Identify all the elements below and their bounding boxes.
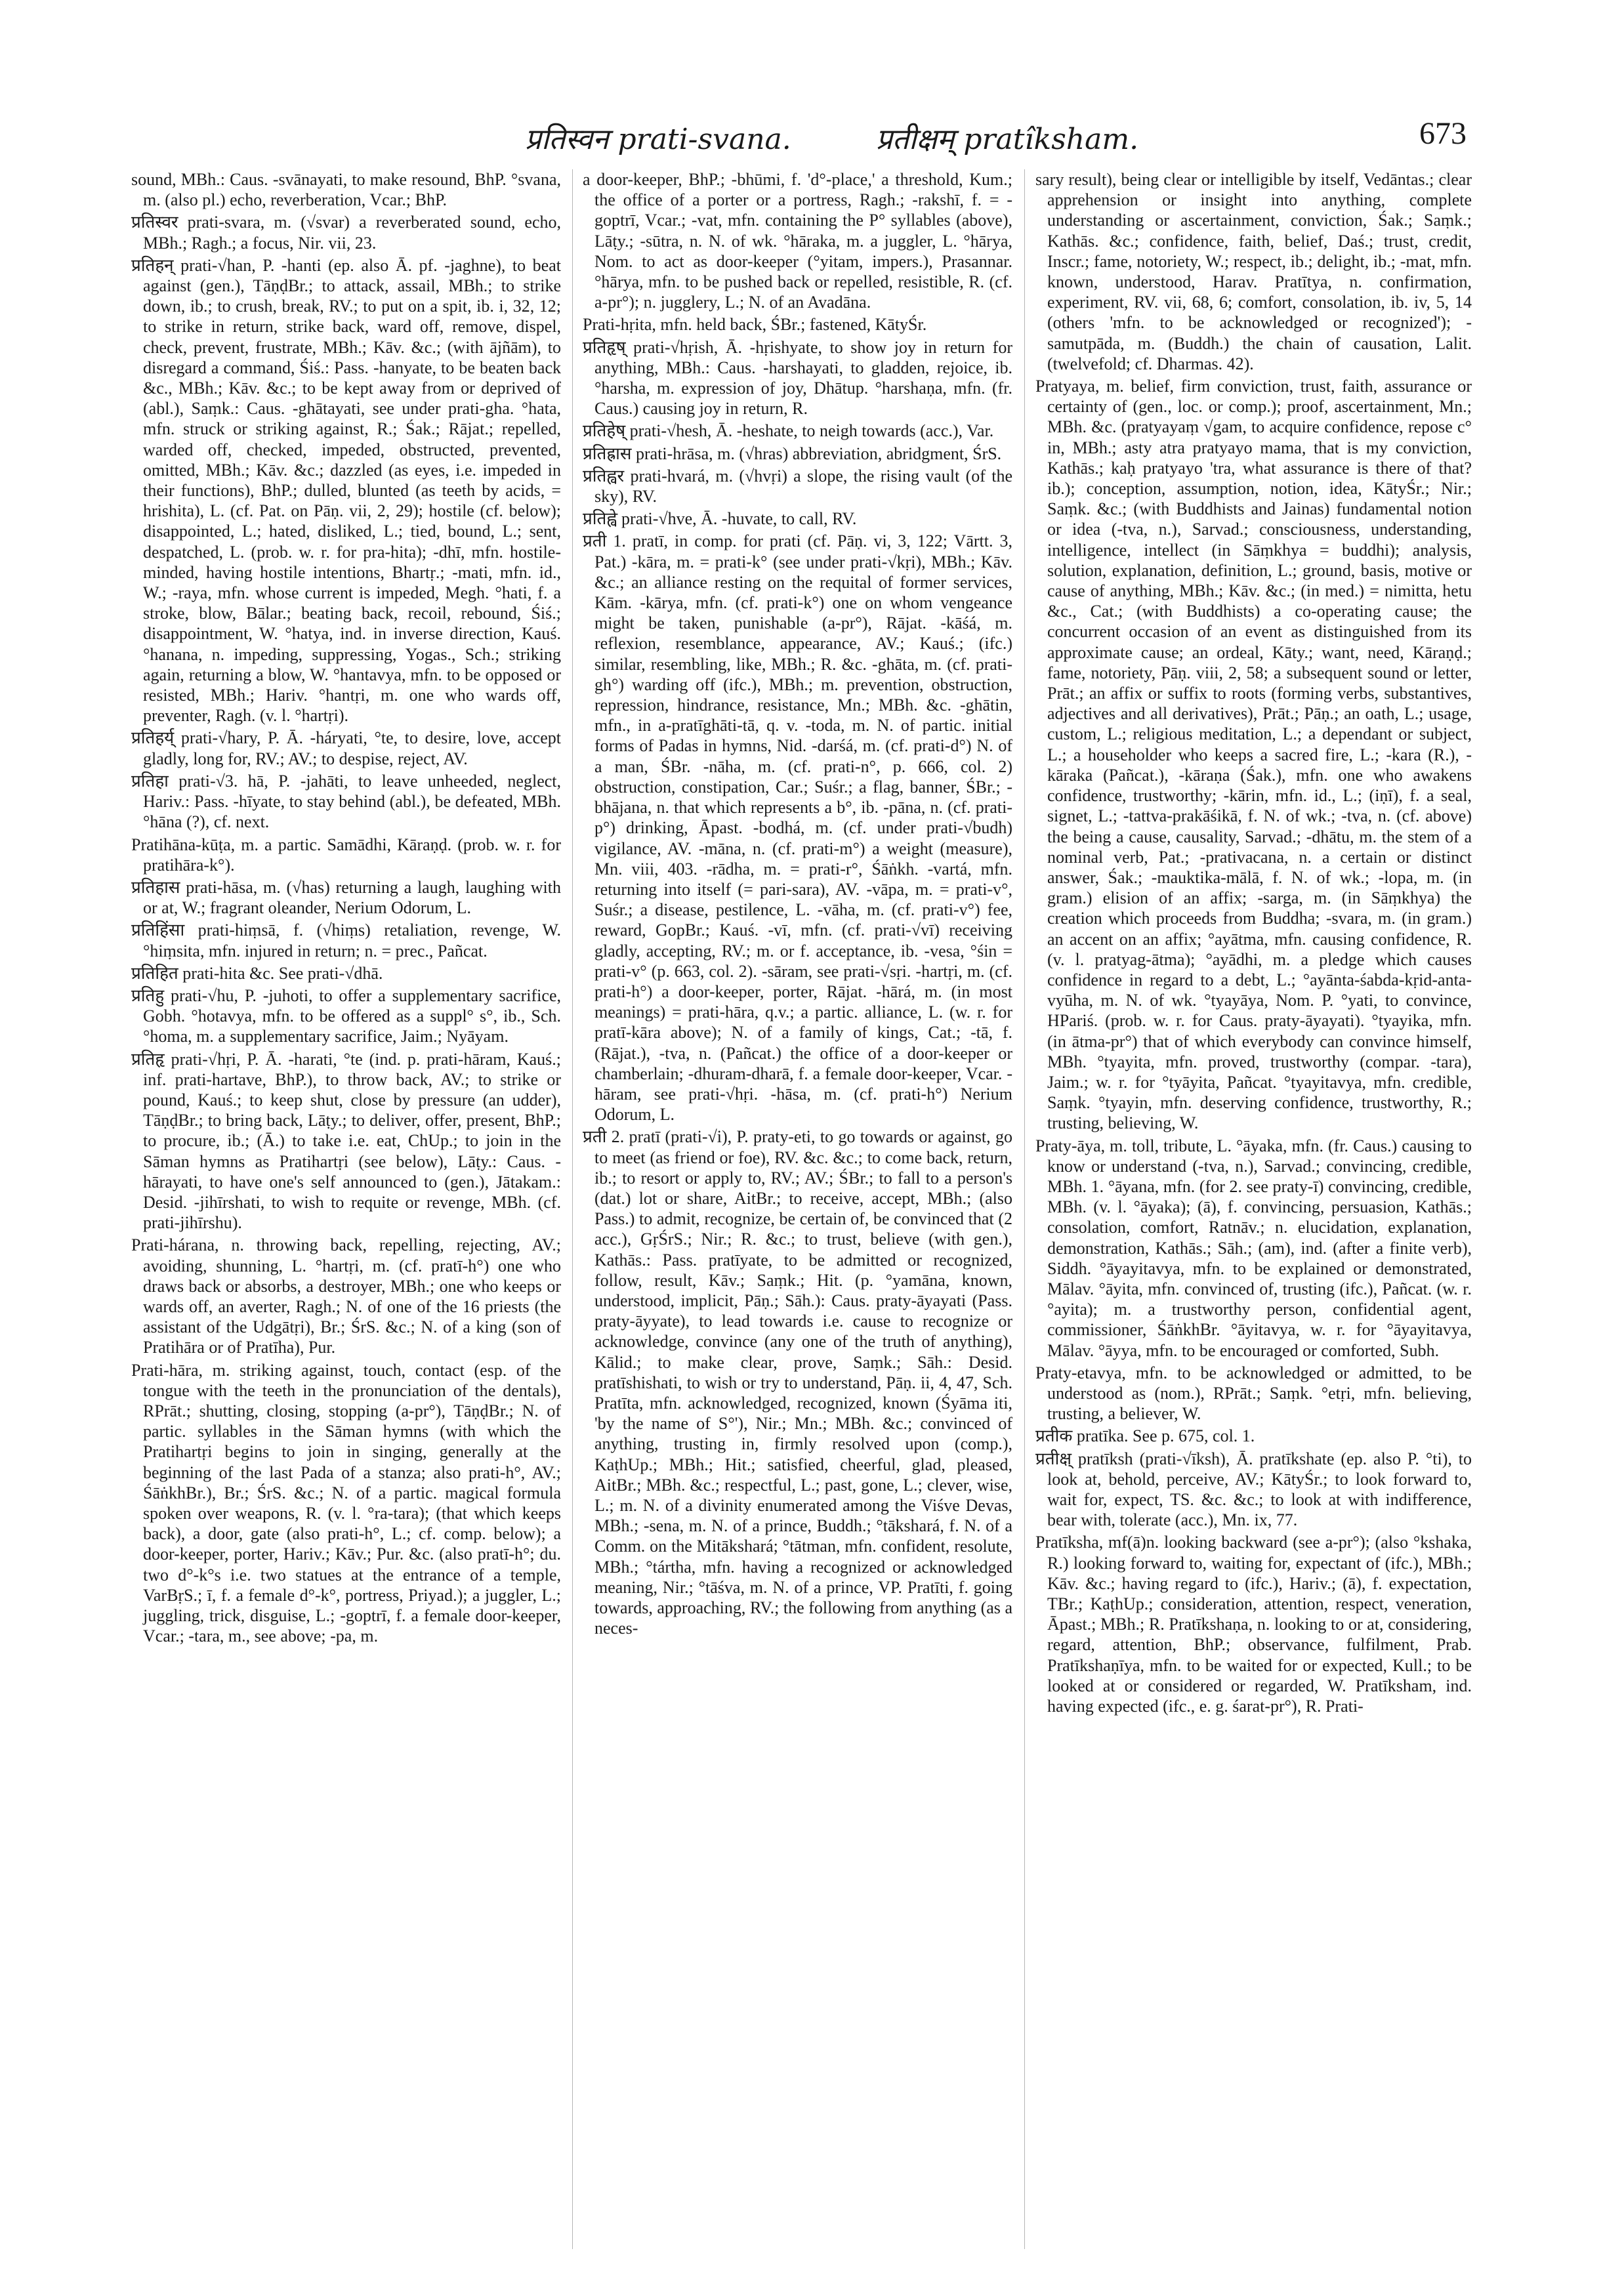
running-head-center: प्रतीक्षम् pratîksham. bbox=[876, 123, 1139, 156]
dictionary-entry: Praty-etavya, mfn. to be acknowledged or admitted, to be understood as (nom.), RPrāt.; Saṃk. °etṛi, mfn. believing, trusting, a believer, W. bbox=[1035, 1363, 1472, 1424]
column-3 bbox=[1035, 169, 1472, 2259]
dictionary-entry: प्रतिह्वे prati-√hve, Ā. -huvate, to call, RV. bbox=[583, 509, 857, 529]
running-head-left: प्रतिस्वन prati-svana. bbox=[525, 123, 791, 156]
dictionary-entry: प्रतिहर्य् prati-√hary, P. Ā. -háryati, °te, to desire, love, accept gladly, long for, RV.; AV.; to despise, reject, AV. bbox=[131, 728, 561, 768]
dictionary-entry: प्रतिहृ prati-√hṛi, P. Ā. -harati, °te (ind. p. prati-hāram, Kauś.; inf. prati-hartave, BhP.), to throw back, AV.; to strike or pound, Kauś.; to keep shut, close by pressure (an udder), TāṇḍBr.; to bring back, Lāṭy.; to deliver, offer, present, BhP.; to procure, ib.; (Ā.) to take i.e. eat, ChUp.; to join in the Sāman hymns as Pratihartṛi (see below), Lāṭy.: Caus. -hārayati, to have one's self announced to (gen.), Jātakam.: Desid. -jihīrshati, to wish to requite or revenge, MBh. (cf. prati-jihīrshu). bbox=[131, 1049, 561, 1233]
dictionary-entry: Pratyaya, m. belief, firm conviction, trust, faith, assurance or certainty of (gen., loc. or comp.); proof, ascertainment, Mn.; MBh. &c. (pratyayaṃ √gam, to acquire confidence, repose c° in, MBh.; asty atra pratyayo mama, that is my conviction, Kathās.; kaḥ pratyayo 'tra, what assurance is there of that? ib.); conception, assumption, notion, idea, KātyŚr.; Nir.; Saṃk. &c.; (with Buddhists and Jainas) fundamental notion or idea (-tva, n.), Sarvad.; consciousness, understanding, intelligence, intellect (in Sāṃkhya = buddhi); analysis, solution, explanation, definition, L.; ground, basis, motive or cause of anything, MBh.; Kāv. &c.; (in med.) = nimitta, hetu &c., Cat.; (with Buddhists) a co-operating cause; the concurrent occasion of an event as distinguished from its approximate cause; an ordeal, Kāty.; want, need, Kāraṇḍ.; fame, notoriety, Pāṇ. viii, 2, 58; a subsequent sound or letter, Prāt.; an affix or suffix to roots (forming verbs, substantives, adjectives and all derivatives), Prāt.; Pāṇ.; an oath, L.; usage, custom, L.; religious meditation, L.; a dependant or subject, L.; a householder who keeps a sacred fire, L.; -kara (R.), -kāraka (Pañcat.), -kāraṇa (Śak.), mfn. one who awakens confidence, trustworthy; -kārin, mfn. id., L.; (iṇī), f. a seal, signet, L.; -tattva-prakāśikā, f. N. of wk.; -tva, n. (cf. above) the being a cause, causality, Sarvad.; -dhātu, m. the stem of a nominal verb, Pat.; -prativacana, n. a certain or distinct answer, Śak.; -mauktika-mālā, f. N. of wk.; -lopa, m. (in gram.) elision of an affix; -sarga, m. (in Sāṃkhya) the creation which proceeds from Buddha; -svara, m. (in gram.) an accent on an affix; °ayātma, mfn. causing confidence, R. (v. l. pratyag-ātma); °ayādhi, m. a pledge which causes confidence in regard to a debt, L.; °ayānta-śabda-kṛid-anta-vyūha, m. N. of wk. °tyayāya, Nom. P. °yati, to convince, HPariś. (prob. w. r. for Caus. praty-āyayati). °tyayika, mfn. (in ātma-pr°) that of which everybody can convince himself, MBh. °tyayita, mfn. proved, trustworthy (compar. -tara), Jaim.; w. r. for °tyāyita, Pañcat. °tyayitavya, mfn. credible, Saṃk. °tyayin, mfn. deserving confidence, trustworthy, R.; trusting, believing, W. bbox=[1035, 377, 1472, 1133]
dictionary-entry: प्रतिह्वर prati-hvará, m. (√hvṛi) a slope, the rising vault (of the sky), RV. bbox=[583, 466, 1012, 507]
dictionary-entry: Pratīksha, mf(ā)n. looking backward (see a-pr°); (also °kshaka, R.) looking forward to, waiting for, expectant of (ifc.), MBh.; Kāv. &c.; having regard to (ifc.), Hariv.; (ā), f. expectation, TBr.; KaṭhUp.; consideration, attention, respect, veneration, Āpast.; MBh.; R. Pratīkshaṇa, n. looking to or at, considering, regard, attention, BhP.; observance, fulfilment, Prab. Pratīkshaṇīya, mfn. to be waited for or expected, Kull.; to be looked at or considered or regarded, W. Pratīksham, ind. having expected (ifc., e. g. śarat-pr°), R. Prati- bbox=[1035, 1533, 1472, 1716]
dictionary-entry: Pratihāna-kūṭa, m. a partic. Samādhi, Kāraṇḍ. (prob. w. r. for pratihāra-k°). bbox=[131, 835, 561, 875]
dictionary-entry: प्रतिस्वर prati-svara, m. (√svar) a reverberated sound, echo, MBh.; Ragh.; a focus, Nir. vii, 23. bbox=[131, 213, 561, 253]
column-1 bbox=[131, 169, 561, 2259]
dictionary-entry: a door-keeper, BhP.; -bhūmi, f. 'd°-place,' a threshold, Kum.; the office of a porter or a portress, Ragh.; -rakshī, f. = -goptrī, Vcar.; -vat, mfn. containing the P° syllables (above), Lāṭy.; -sūtra, n. N. of wk. °hāraka, m. a juggler, L. °hārya, Nom. to act as door-keeper (°yitam, impers.), Prasannar. °hārya, mfn. to be pushed back or repelled, resistible, R. (cf. a-pr°); n. jugglery, L.; N. of an Avadāna. bbox=[583, 170, 1012, 312]
dictionary-entry: प्रतिह्रास prati-hrāsa, m. (√hras) abbreviation, abridgment, ŚrS. bbox=[583, 444, 1002, 463]
column-divider bbox=[572, 169, 573, 2249]
dictionary-entry: प्रतिहृष् prati-√hṛish, Ā. -hṛishyate, to show joy in return for anything, MBh.: Caus. -harshayati, to gladden, rejoice, ib. °harsha, m. expression of joy, Dhātup. °harshaṇa, mfn. (fr. Caus.) causing joy in return, R. bbox=[583, 337, 1012, 419]
dictionary-entry: sary result), being clear or intelligible by itself, Vedāntas.; clear apprehension or insight into anything, complete understanding or ascertainment, conviction, Śak.; Saṃk.; Kathās. &c.; confidence, faith, belief, Daś.; trust, credit, Inscr.; fame, notoriety, W.; respect, ib.; delight, ib.; -mat, mfn. known, understood, Harav. Pratītya, n. confirmation, experiment, RV. vii, 68, 6; comfort, consolation, ib. iv, 5, 14 (others 'mfn. to be acknowledged or recognized'); -samutpāda, m. (Buddh.) the chain of causation, Lalit. (twelvefold; cf. Dharmas. 42). bbox=[1035, 170, 1472, 373]
dictionary-entry: प्रतिहित prati-hita &c. See prati-√dhā. bbox=[131, 963, 383, 983]
dictionary-entry: प्रतिहेष् prati-√hesh, Ā. -heshate, to neigh towards (acc.), Var. bbox=[583, 421, 994, 441]
dictionary-entry: प्रतिहन् prati-√han, P. -hanti (ep. also Ā. pf. -jaghne), to beat against (gen.), TāṇḍBr.; to attack, assail, MBh.; to strike down, ib.; to crush, break, RV.; to put on a spit, ib. i, 32, 12; to strike in return, strike back, ward off, remove, dispel, check, prevent, frustrate, MBh.; Kāv. &c.; (with ājñām), to disregard a command, Śiś.: Pass. -hanyate, to be beaten back &c., MBh.; Kāv. &c.; to be kept away from or deprived of (abl.), Saṃk.: Caus. -ghātayati, see under prati-gha. °hata, mfn. struck or striking against, R.; Śak.; Rājat.; repelled, warded off, checked, impeded, obstructed, prevented, omitted, MBh.; Kāv. &c.; dazzled (as eyes, i.e. impeded in their functions), BhP.; dulled, blunted (as teeth by acids, = hrishita), L. (cf. Pat. on Pāṇ. vii, 2, 29); hostile (cf. below); disappointed, L.; hated, disliked, L.; tied, bound, L.; sent, despatched, L. (prob. w. r. for pra-hita); -dhī, mfn. hostile-minded, having hostile intentions, Bhartṛ.; -mati, mfn. id., W.; -raya, mfn. whose current is impeded, Megh. °hati, f. a stroke, blow, Bālar.; beating back, recoil, rebound, Śiś.; disappointment, W. °hatya, ind. in inverse direction, Kauś. °hanana, n. impeding, suppressing, Yogas., Sch.; striking again, returning a blow, W. °hantavya, mfn. to be opposed or resisted, MBh.; Hariv. °hantṛi, m. one who wards off, preventer, Ragh. (v. l. °hartṛi). bbox=[131, 255, 561, 726]
dictionary-entry: sound, MBh.: Caus. -svānayati, to make resound, BhP. °svana, m. (also pl.) echo, reverberation, Vcar.; BhP. bbox=[131, 170, 561, 210]
dictionary-entry: प्रतीक pratīka. See p. 675, col. 1. bbox=[1035, 1426, 1255, 1446]
dictionary-entry: Prati-hṛita, mfn. held back, ŚBr.; fastened, KātyŚr. bbox=[583, 315, 927, 335]
page-number: 673 bbox=[1419, 116, 1467, 151]
dictionary-entry: प्रतिहा prati-√3. hā, P. -jahāti, to leave unheeded, neglect, Hariv.: Pass. -hīyate, to stay behind (abl.), be defeated, MBh. °hāna (?), cf. next. bbox=[131, 771, 561, 832]
dictionary-entry: प्रतिहु prati-√hu, P. -juhoti, to offer a supplementary sacrifice, Gobh. °hotavya, mfn. to be offered as a suppl° s°, ib., Sch. °homa, m. a supplementary sacrifice, Jaim.; Nyāyam. bbox=[131, 985, 561, 1046]
dictionary-entry: Prati-hāra, m. striking against, touch, contact (esp. of the tongue with the teeth in the pronunciation of the dentals), RPrāt.; shutting, closing, stopping (a-pr°), TāṇḍBr.; N. of partic. syllables in the Sāman hymns (with which the Pratihartṛi begins to join in singing, generally at the beginning of the last Pada of a stanza; also prati-h°, AV.; ŚāṅkhBr.), Br.; ŚrS. &c.; N. of a partic. magical formula spoken over weapons, R. (v. l. °ra-tara); (that which keeps back), a door, gate (also prati-h°, L.; cf. comp. below); a door-keeper, porter, Hariv.; Kāv.; Pur. &c. (also pratī-h°; du. two d°-k°s i.e. two statues at the entrance of a temple, VarBṛS.; ī, f. a female d°-k°, portress, Priyad.); a juggler, L.; juggling, trick, disguise, L.; -goptrī, f. a female door-keeper, Vcar.; -tara, m., see above; -pa, m. bbox=[131, 1360, 561, 1646]
column-2 bbox=[583, 169, 1012, 2259]
column-divider bbox=[1024, 169, 1025, 2249]
dictionary-entry: Prati-hárana, n. throwing back, repelling, rejecting, AV.; avoiding, shunning, L. °hartṛi, m. (cf. pratī-h°) one who draws back or absorbs, a destroyer, MBh.; one who keeps or wards off, an averter, Ragh.; N. of one of the 16 priests (the assistant of the Udgātṛi), Br.; ŚrS. &c.; N. of a king (son of Pratihāra or of Pratīha), Pur. bbox=[131, 1235, 561, 1357]
dictionary-entry: प्रतिहिंसा prati-hiṃsā, f. (√hiṃs) retaliation, revenge, W. °hiṃsita, mfn. injured in return; n. = prec., Pañcat. bbox=[131, 920, 561, 961]
dictionary-entry: प्रतीक्ष् pratīksh (prati-√īksh), Ā. pratīkshate (ep. also P. °ti), to look at, behold, perceive, AV.; KātyŚr.; to look forward to, wait for, expect, TS. &c. &c.; to look at with indifference, bear with, tolerate (acc.), Mn. ix, 77. bbox=[1035, 1449, 1472, 1530]
dictionary-entry: Praty-āya, m. toll, tribute, L. °āyaka, mfn. (fr. Caus.) causing to know or understand (-tva, n.), Sarvad.; convincing, credible, MBh. 1. °āyana, mfn. (for 2. see praty-ī) convincing, credible, MBh. (v. l. °āyaka); (ā), f. convincing, persuasion, Kathās.; consolation, comfort, Ratnāv.; n. elucidation, explanation, demonstration, Kathās.; Sāh.; (am), ind. (after a finite verb), Siddh. °āyayitavya, mfn. to be explained or demonstrated, Mālav. °āyita, mfn. convinced of, trusting (ifc.), Pañcat. (w. r. °ayita); m. a trustworthy person, confidential agent, commissioner, ŚāṅkhBr. °āyitavya, w. r. for °āyayitavya, Mālav. °āyya, mfn. to be encouraged or comforted, Subh. bbox=[1035, 1136, 1472, 1360]
dictionary-entry: प्रती 2. pratī (prati-√i), P. praty-eti, to go towards or against, go to meet (as friend or foe), RV. &c. &c.; to come back, return, ib.; to resort or apply to, RV.; AV.; ŚBr.; to fall to a person's (dat.) lot or share, AitBr.; to receive, accept, MBh.; (also Pass.) to admit, recognize, be certain of, be convinced that (2 acc.), GṛŚrS.; Nir.; R. &c.; to trust, believe (with gen.), Kathās.: Pass. pratīyate, to be admitted or recognized, follow, result, Kāv.; Saṃk.; Hit. (p. °yamāna, known, understood, implicit, Pāṇ.; Sāh.): Caus. praty-āyayati (Pass. praty-āyyate), to lead towards i.e. cause to recognize or acknowledge, convince (any one of the truth of anything), Kālid.; to make clear, prove, Saṃk.; Sāh.: Desid. pratīshishati, to wish or try to understand, Pāṇ. ii, 4, 47, Sch. Pratīta, mfn. acknowledged, recognized, known (Śyāma iti, 'by the name of S°'), Nir.; Mn.; MBh. &c.; convinced of anything, trusting in, firmly resolved upon (comp.), KaṭhUp.; MBh.; Hit.; satisfied, cheerful, glad, pleased, AitBr.; MBh. &c.; respectful, L.; past, gone, L.; clever, wise, L.; m. N. of a divinity enumerated among the Viśve Devas, MBh.; -sena, m. N. of a prince, Buddh.; °tākshará, f. N. of a Comm. on the Mitākshará; °tātman, mfn. confident, resolute, MBh.; °tártha, mfn. having a recognized or acknowledged meaning, Nir.; °tāśva, m. N. of a prince, VP. Pratīti, f. going towards, approaching, RV.; the following from anything (as a neces- bbox=[583, 1127, 1012, 1638]
dictionary-entry: प्रती 1. pratī, in comp. for prati (cf. Pāṇ. vi, 3, 122; Vārtt. 3, Pat.) -kāra, m. = prati-k° (see under prati-√kṛi), MBh.; Kāv. &c.; an alliance resting on the requital of former services, Kām. -kārya, mfn. (cf. prati-k°) one on whom vengeance might be taken, punishable (a-pr°), Rājat. -kāśá, m. reflexion, resemblance, appearance, AV.; Kauś.; (ifc.) similar, resembling, like, MBh.; R. &c. -ghāta, m. (cf. prati-gh°) warding off (ifc.), MBh.; m. prevention, obstruction, repression, hindrance, resistance, Mn.; MBh. &c. -ghātin, mfn., in a-pratīghāti-tā, q. v. -toda, m. N. of partic. initial forms of Padas in hymns, Nid. -darśá, m. (cf. prati-d°) N. of a man, ŚBr. -nāha, m. (cf. prati-n°, p. 666, col. 2) obstruction, constipation, Car.; Suśr.; a flag, banner, ŚBr.; -bhājana, n. that which represents a b°, ib. -pāna, n. (cf. prati-p°) drinking, Āpast. -bodhá, m. (cf. under prati-√budh) vigilance, AV. -māna, n. (cf. prati-m°) a weight (measure), Mn. viii, 403. -rādha, m. = prati-r°, Śāṅkh. -vartá, mfn. returning into itself (= pari-sara), AV. -vāpa, m. = prati-v°, Suśr.; a disease, pestilence, L. -vāha, m. (cf. prati-v°) fee, reward, GopBr.; Kauś. -vī, mfn. (cf. prati-√vī) receiving gladly, accepting, RV.; m. or f. acceptance, ib. -vesa, °śin = prati-v° (p. 663, col. 2). -sāram, see prati-√sṛi. -hartṛi, m. (cf. prati-h°) a door-keeper, porter, Rājat. -hārá, m. (in most meanings) = prati-hāra, q.v.; a partic. alliance, L. (w. r. for pratī-kāra above); N. of a family of kings, Cat.; -tā, f. (Rājat.), -tva, n. (Pañcat.) the office of a door-keeper or chamberlain; -dhuram-dharā, f. a female door-keeper, Vcar. -hāram, see prati-√hṛi. -hāsa, m. (cf. prati-h°) Nerium Odorum, L. bbox=[583, 531, 1012, 1125]
dictionary-entry: प्रतिहास prati-hāsa, m. (√has) returning a laugh, laughing with or at, W.; fragrant oleander, Nerium Odorum, L. bbox=[131, 877, 561, 918]
